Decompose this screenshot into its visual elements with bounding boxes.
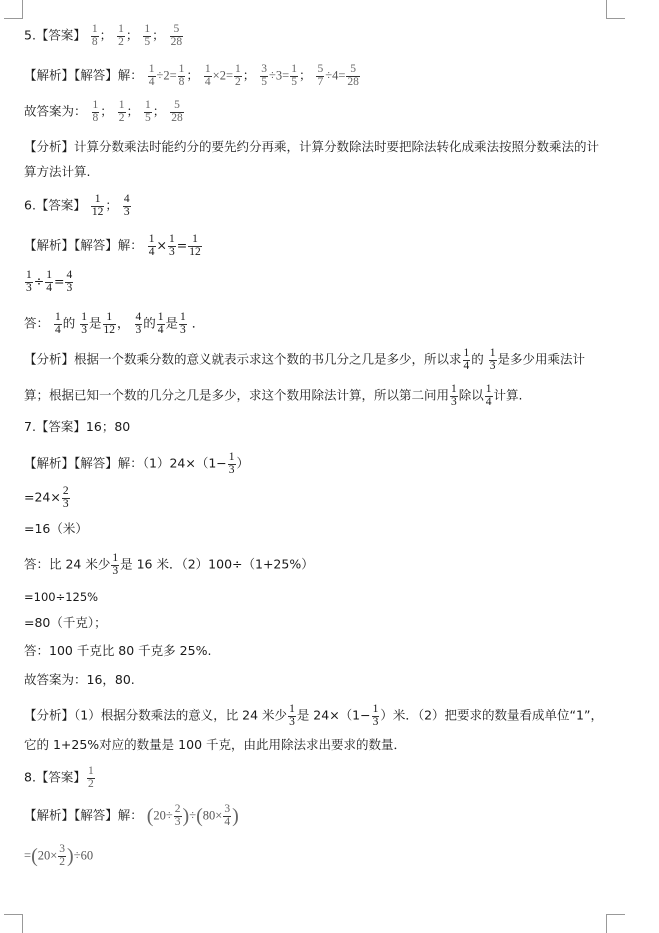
q7-answer-line: 7.【答案】16；80 [24, 419, 131, 434]
q7-step-1: =24× $\frac{2}{3}$ [24, 485, 69, 510]
q5-ans-frac-1: $\frac{1}{8}$ [91, 23, 98, 48]
q6-solution-line: 【解析】【解答】解： $\frac{1}{4}$ × $\frac{1}{3}$ = $\frac{1}{12}$ [24, 233, 201, 258]
q5-answer-line: 5.【答案】 $\frac{1}{8}$ ； $\frac{1}{2}$ ； $\frac{1}{5}$ ； $\frac{5}{28}$ [24, 23, 183, 48]
q7-reply-2: 答：100 千克比 80 千克多 25%. [24, 643, 212, 658]
q6-reply-line: 答： $\frac{1}{4}$ 的 $\frac{1}{3}$ 是 $\frac{1}{12}$ ， $\frac{4}{3}$ 的 $\frac{1}{4}$ 是 $\frac{1}{3}$ ． [24, 311, 205, 336]
q7-analysis-line-1: 【分析】（1）根据分数乘法的意义，比 24 米少 $\frac{1}{3}$ 是 24×（1− $\frac{1}{3}$ ）米．（2）把要求的数量看成单位“1”， [24, 703, 603, 728]
q5-solution-label: 【解析】【解答】解： [24, 67, 143, 83]
q5-solution-line: 【解析】【解答】解： $\frac{1}{4}$ ÷2= $\frac{1}{8}$ ； $\frac{1}{4}$ ×2= $\frac{1}{2}$ ； $\frac{3}{5}$ ÷3= $\frac{1}{5}$ ； $\frac{5}{7}$ ÷4= $\frac{5}{28}$ [24, 63, 359, 88]
q8-step-1: =(20× $\frac{3}{2}$ )÷60 [24, 843, 94, 868]
q7-reply-1: 答：比 24 米少 $\frac{1}{3}$ 是 16 米．（2）100÷（1+25%） [24, 552, 314, 577]
q6-analysis-line-1: 【分析】根据一个数乘分数的意义就表示求这个数的书几分之几是多少，所以求 $\frac{1}{4}$ 的 $\frac{1}{3}$ 是多少用乘法计 [24, 347, 586, 372]
q5-analysis-line-1: 【分析】计算分数乘法时能约分的要先约分再乘，计算分数除法时要把除法转化成乘法按照分数乘法的计 [24, 139, 600, 154]
q5-conclusion-line: 故答案为： $\frac{1}{8}$ ； $\frac{1}{2}$ ； $\frac{1}{5}$ ； $\frac{5}{28}$ [24, 99, 183, 124]
corner-mark-bottom-left [4, 914, 23, 933]
q7-step-4: =80（千克）； [24, 615, 107, 630]
q7-conclusion: 故答案为：16，80. [24, 672, 135, 687]
q5-analysis-line-2: 算方法计算. [24, 164, 91, 179]
corner-mark-top-right [606, 0, 625, 19]
q5-ans-frac-3: $\frac{1}{5}$ [144, 23, 151, 48]
q7-step-2: =16（米） [24, 521, 88, 536]
q7-solution-line: 【解析】【解答】解：（1）24×（1− $\frac{1}{3}$ ） [24, 451, 250, 476]
q5-conclusion-label: 故答案为： [24, 103, 87, 119]
corner-mark-top-left [4, 0, 23, 19]
q6-analysis-line-2: 算；根据已知一个数的几分之几是多少，求这个数用除法计算，所以第二问用 $\frac{1}{3}$ 除以 $\frac{1}{4}$ 计算. [24, 383, 523, 408]
q7-step-3: =100÷125% [24, 590, 99, 604]
q5-ans-frac-2: $\frac{1}{2}$ [118, 23, 124, 48]
q6-division-line: $\frac{1}{3}$ ÷ $\frac{1}{4}$ = $\frac{4}{3}$ [26, 269, 73, 294]
q7-analysis-line-2: 它的 1+25%对应的数量是 100 千克，由此用除法求出要求的数量． [24, 737, 406, 752]
q8-answer-line: 8.【答案】 $\frac{1}{2}$ [24, 765, 94, 790]
q6-answer-line: 6.【答案】 $\frac{1}{12}$ ； $\frac{4}{3}$ [24, 193, 130, 218]
corner-mark-bottom-right [606, 914, 625, 933]
q5-ans-frac-4: $\frac{5}{28}$ [170, 23, 183, 48]
q8-solution-line: 【解析】【解答】解： (20÷ $\frac{2}{3}$ )÷(80× $\frac{3}{4}$ ) [24, 803, 239, 828]
q5-answer-label: 5.【答案】 [24, 27, 86, 43]
q6-answer-label: 6.【答案】 [24, 197, 86, 213]
